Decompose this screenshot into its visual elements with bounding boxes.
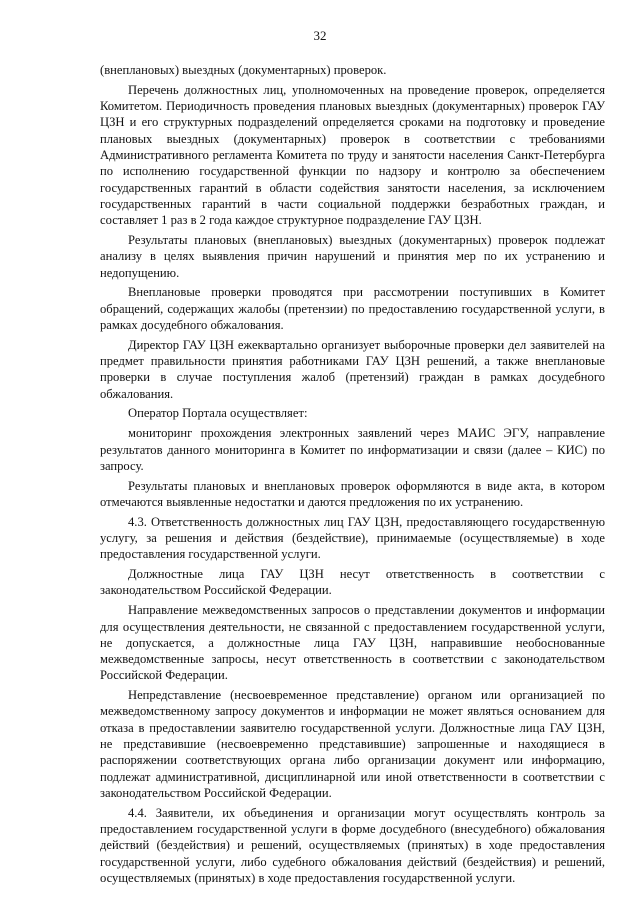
paragraph-non-submission: Непредставление (несвоевременное представление) органом или организацией по межведомственному запросу документов и информации не может являться основанием для отказа в предоставлении заявителю государственной услуги. Должностные лица ГАУ ЦЗН, не представившие (несвоевременно представившие) запрошенные и находящиеся в распоряжении соответствующих органа либо организации документ или информацию, подлежат административной, дисциплинарной или иной ответственности в соответствии с законодательством Российской Федерации. [100,688,605,800]
page-number: 32 [313,28,327,43]
paragraph-unscheduled-inspections: Внеплановые проверки проводятся при рассмотрении поступивших в Комитет обращений, содержащих жалобы (претензии) по предоставлению государственной услуги, в рамках досудебного обжалования. [100,285,605,332]
section-4-4-paragraph: 4.4. Заявители, их объединения и организации могут осуществлять контроль за предоставлением государственной услуги в форме досудебного (внесудебного) обжалования действий (бездействия) и решений, осуществляемых (принятых) в ходе предоставления государственной услуги, либо судебного обжалования действий (бездействия) и решений, осуществляемых (принятых) в ходе предоставления государственной услуги. [100,805,605,885]
paragraph-inspection-results: Результаты плановых (внеплановых) выездных (документарных) проверок подлежат анализу в целях выявления причин нарушений и принятия мер по их устранению и недопущению. [100,232,605,280]
paragraph-continuation: (внеплановых) выездных (документарных) проверок. [100,63,387,77]
paragraph-inspection-officials: Перечень должностных лиц, уполномоченных на проведение проверок, определяется Комитетом. Периодичность проведения плановых выездных (документарных) проверок ГАУ ЦЗН и его структурных подразделений определяется сроками на подготовку и проведение плановых выездных (документарных) проверок в соответствии с требованиями Административного регламента Комитета по труду и занятости населения Санкт-Петербурга по исполнению государственной функции по надзору и контролю за обеспечением государственных гарантий в области содействия занятости населения, за исключением государственных гарантий в части социальной поддержки безработных граждан, и составляет 1 раз в 2 года каждое структурное подразделение ГАУ ЦЗН. [100,82,605,228]
section-4-3-heading: 4.3. Ответственность должностных лиц ГАУ ЦЗН, предоставляющего государственную услугу, за решения и действия (бездействие), принимаемые (осуществляемые) в ходе предоставления государственной услуги. [100,514,605,562]
paragraph-officials-responsibility: Должностные лица ГАУ ЦЗН несут ответственность в соответствии с законодательством Российской Федерации. [100,567,605,598]
paragraph-interagency-requests: Направление межведомственных запросов о представлении документов и информации для осуществления деятельности, не связанной с предоставлением государственной услуги, не допускается, а должностные лица ГАУ ЦЗН, направившие необоснованные межведомственные запросы, несут ответственность в соответствии с законодательством Российской Федерации. [100,603,605,683]
paragraph-director-checks: Директор ГАУ ЦЗН ежеквартально организует выборочные проверки дел заявителей на предмет правильности принятия работниками ГАУ ЦЗН решений, а также внеплановые проверки в случае поступления жалоб (претензий) граждан в рамках досудебного обжалования. [100,337,605,401]
page-content [100,62,605,890]
paragraph-monitoring: мониторинг прохождения электронных заявлений через МАИС ЭГУ, направление результатов данного мониторинга в Комитет по информатизации и связи (далее – КИС) по запросу. [100,426,605,473]
paragraph-portal-operator: Оператор Портала осуществляет: [128,406,308,421]
paragraph-act-results: Результаты плановых и внеплановых проверок оформляются в виде акта, в котором отмечаются выявленные недостатки и даются предложения по их устранению. [100,478,605,509]
